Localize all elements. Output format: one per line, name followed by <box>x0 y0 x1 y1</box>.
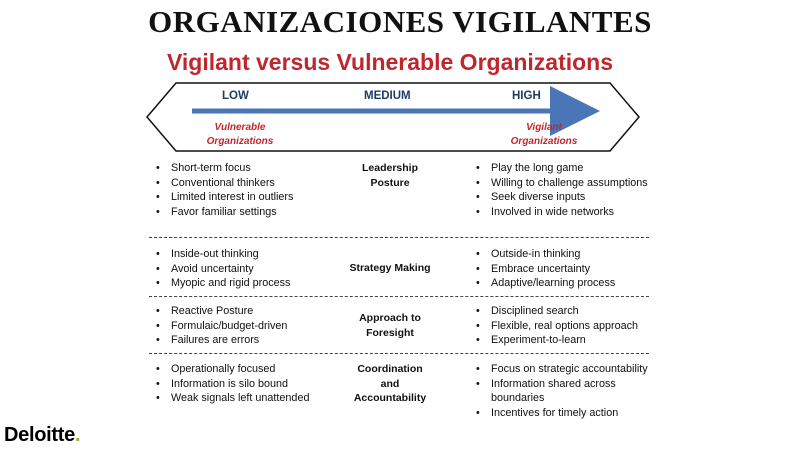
list-item: • Favor familiar settings <box>154 205 339 220</box>
vulnerable-organizations-label <box>190 121 290 149</box>
vulnerable-label-line-1: Vulnerable <box>214 122 266 133</box>
row-divider <box>149 353 649 354</box>
list-item: • Myopic and rigid process <box>154 276 339 291</box>
leadership-vigilant-list <box>474 161 664 219</box>
scale-medium-label: MEDIUM <box>364 90 411 102</box>
list-item: • Conventional thinkers <box>154 176 339 191</box>
category-line: Leadership <box>361 162 419 174</box>
list-item: • Disciplined search <box>474 304 664 319</box>
category-line: Coordination <box>357 363 423 375</box>
list-item: • Failures are errors <box>154 333 339 348</box>
list-item: • Willing to challenge assumptions <box>474 176 664 191</box>
list-item: • Reactive Posture <box>154 304 339 319</box>
category-leadership-posture <box>340 161 440 190</box>
coordination-vulnerable-list <box>154 362 339 406</box>
scale-low-label: LOW <box>222 90 249 102</box>
list-item: • Inside-out thinking <box>154 247 339 262</box>
list-item: • Incentives for timely action <box>474 406 664 421</box>
list-item <box>474 377 664 406</box>
category-coordination-accountability <box>340 362 440 406</box>
list-item: • Limited interest in outliers <box>154 190 339 205</box>
category-line: and <box>380 377 400 390</box>
list-item: • Experiment-to-learn <box>474 333 664 348</box>
list-item: • Seek diverse inputs <box>474 190 664 205</box>
category-line: Foresight <box>366 326 414 339</box>
category-line: Accountability <box>353 392 427 404</box>
category-strategy-making <box>340 261 440 276</box>
page-title: ORGANIZACIONES VIGILANTES <box>148 4 652 39</box>
strategy-vulnerable-list <box>154 247 339 291</box>
list-item: • Adaptive/learning process <box>474 276 664 291</box>
vulnerable-label-line-2: Organizations <box>206 136 274 147</box>
category-approach-to-foresight <box>340 311 440 340</box>
logo-dot: . <box>74 424 81 446</box>
category-line: Approach to <box>359 312 421 324</box>
vigilant-label-line-1: Vigilant <box>526 122 562 133</box>
foresight-vigilant-list <box>474 304 664 348</box>
list-item-continuation: boundaries <box>491 392 545 404</box>
vigilant-label-line-2: Organizations <box>510 136 578 147</box>
coordination-vigilant-list <box>474 362 664 420</box>
list-item: • Outside-in thinking <box>474 247 664 262</box>
list-item: • Operationally focused <box>154 362 339 377</box>
list-item: • Formulaic/budget-driven <box>154 319 339 334</box>
foresight-vulnerable-list <box>154 304 339 348</box>
list-item: • Involved in wide networks <box>474 205 664 220</box>
list-item: • Weak signals left unattended <box>154 391 339 406</box>
scale-high-label: HIGH <box>512 90 541 102</box>
list-item: • Avoid uncertainty <box>154 262 339 277</box>
list-item: • Information is silo bound <box>154 377 339 392</box>
diagram-subtitle: Vigilant versus Vulnerable Organizations <box>166 49 614 75</box>
strategy-vigilant-list <box>474 247 664 291</box>
list-item-text: Information shared across <box>491 377 616 390</box>
leadership-vulnerable-list <box>154 161 339 219</box>
row-divider <box>149 237 649 238</box>
category-line: Strategy Making <box>349 262 431 274</box>
vigilant-organizations-label <box>494 121 594 149</box>
row-divider <box>149 296 649 297</box>
list-item: • Focus on strategic accountability <box>474 362 664 377</box>
list-item: • Short-term focus <box>154 161 339 176</box>
list-item: • Play the long game <box>474 161 664 176</box>
deloitte-logo <box>4 424 80 447</box>
list-item: • Embrace uncertainty <box>474 262 664 277</box>
list-item: • Flexible, real options approach <box>474 319 664 334</box>
category-line: Posture <box>370 176 410 189</box>
logo-wordmark: Deloitte <box>4 424 75 446</box>
